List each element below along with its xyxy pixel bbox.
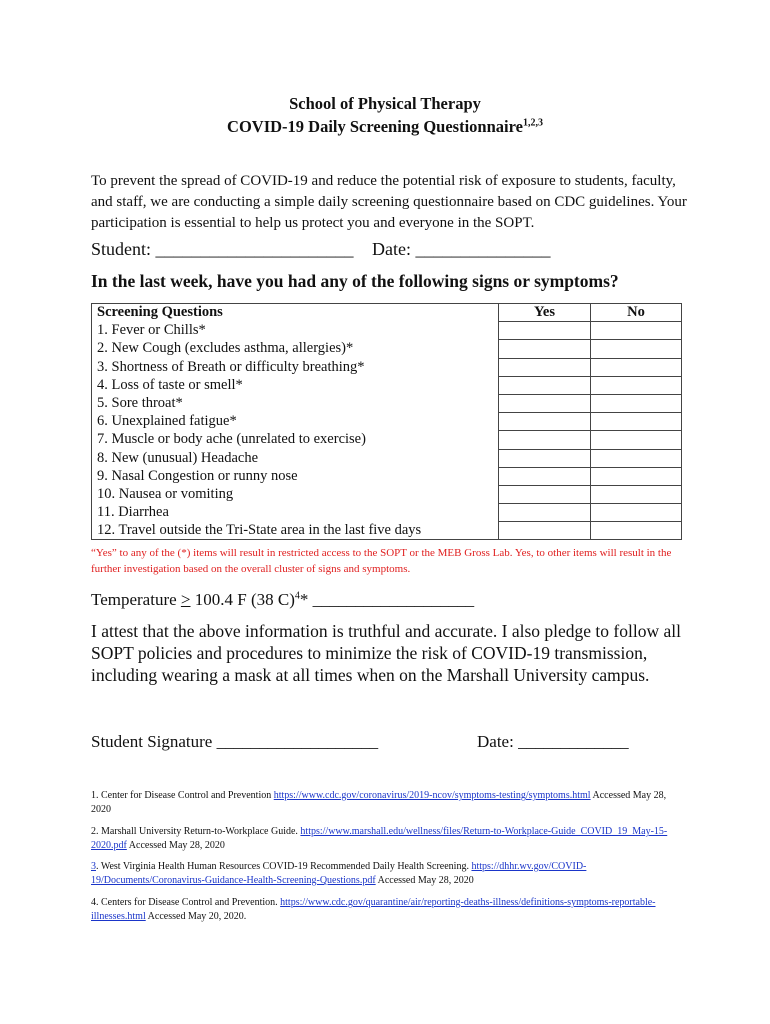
yes-cell[interactable] — [499, 394, 591, 412]
reference-2 — [91, 825, 686, 853]
reference-text: 2. Marshall University Return-to-Workplace Guide. — [91, 826, 301, 837]
no-cell[interactable] — [591, 485, 682, 503]
yes-cell[interactable] — [499, 431, 591, 449]
reference-text: . West Virginia Health Human Resources COVID-19 Recommended Daily Health Screening. — [96, 861, 472, 872]
screening-question: 11. Diarrhea — [92, 504, 499, 522]
no-cell[interactable] — [591, 358, 682, 376]
yes-cell[interactable] — [499, 485, 591, 503]
reference-1 — [91, 789, 686, 817]
table-row — [92, 522, 682, 540]
yes-cell[interactable] — [499, 504, 591, 522]
greater-equal-symbol: > — [180, 590, 191, 609]
symptoms-question: In the last week, have you had any of the following signs or symptoms? — [91, 271, 619, 291]
reference-number-link[interactable]: 3 — [91, 861, 96, 872]
table-row — [92, 431, 682, 449]
student-date-row — [91, 239, 551, 260]
reference-accessed: Accessed May 28, 2020 — [375, 875, 474, 886]
reference-link[interactable]: https://dhhr.wv.gov/COVID-19/Documents/Coronavirus-Guidance-Health-Screening-Questions.pdf — [91, 861, 587, 886]
table-row — [92, 413, 682, 431]
table-row — [92, 340, 682, 358]
yes-cell[interactable] — [499, 449, 591, 467]
table-row — [92, 394, 682, 412]
column-header-yes: Yes — [499, 304, 591, 322]
title-line-2 — [0, 116, 770, 138]
yes-cell[interactable] — [499, 358, 591, 376]
temperature-superscript: 4 — [294, 590, 300, 602]
yes-cell[interactable] — [499, 340, 591, 358]
screening-question: 9. Nasal Congestion or runny nose — [92, 467, 499, 485]
temperature-label: Temperature — [91, 590, 181, 609]
screening-question: 6. Unexplained fatigue* — [92, 413, 499, 431]
screening-question: 8. New (unusual) Headache — [92, 449, 499, 467]
screening-question: 2. New Cough (excludes asthma, allergies)* — [92, 340, 499, 358]
no-cell[interactable] — [591, 376, 682, 394]
no-cell[interactable] — [591, 504, 682, 522]
table-row — [92, 358, 682, 376]
screening-question: 10. Nausea or vomiting — [92, 485, 499, 503]
screening-question: 7. Muscle or body ache (unrelated to exercise) — [92, 431, 499, 449]
intro-paragraph: To prevent the spread of COVID-19 and reduce the potential risk of exposure to students, faculty, and staff, we are conducting a simple daily screening questionnaire based on CDC guidelines. Your participation is essential to help us protect you and everyone in the SOPT. — [91, 173, 687, 231]
reference-3 — [91, 860, 686, 888]
reference-accessed: Accessed May 20, 2020. — [145, 911, 247, 922]
temperature-blank: * ___________________ — [299, 590, 475, 609]
table-row — [92, 322, 682, 340]
screening-question: 3. Shortness of Breath or difficulty breathing* — [92, 358, 499, 376]
table-row — [92, 376, 682, 394]
reference-accessed: Accessed May 28, 2020 — [91, 790, 667, 815]
table-header-row — [92, 304, 682, 322]
yes-cell[interactable] — [499, 322, 591, 340]
reference-text: 4. Centers for Disease Control and Prevention. — [91, 897, 281, 908]
screening-question: 1. Fever or Chills* — [92, 322, 499, 340]
column-header-no: No — [591, 304, 682, 322]
reference-link[interactable]: https://www.cdc.gov/quarantine/air/reporting-deaths-illness/definitions-symptoms-reportable-illnesses.html — [91, 897, 656, 922]
reference-4 — [91, 896, 686, 924]
no-cell[interactable] — [591, 522, 682, 540]
student-field[interactable]: Student: ______________________ — [91, 239, 354, 259]
table-row — [92, 504, 682, 522]
signature-field[interactable]: Student Signature ___________________ — [91, 732, 379, 751]
column-header-questions: Screening Questions — [92, 304, 499, 322]
yes-cell[interactable] — [499, 413, 591, 431]
no-cell[interactable] — [591, 413, 682, 431]
no-cell[interactable] — [591, 431, 682, 449]
temperature-field[interactable] — [91, 590, 474, 610]
table-row — [92, 449, 682, 467]
table-row — [92, 485, 682, 503]
title-line-1: School of Physical Therapy — [289, 94, 481, 113]
title-superscript: 1,2,3 — [522, 117, 543, 129]
screening-table — [91, 303, 682, 540]
yes-cell[interactable] — [499, 522, 591, 540]
title-text: COVID-19 Daily Screening Questionnaire — [227, 117, 523, 136]
no-cell[interactable] — [591, 340, 682, 358]
screening-question: 5. Sore throat* — [92, 394, 499, 412]
date-field[interactable]: Date: _______________ — [372, 239, 551, 259]
reference-link[interactable]: https://www.cdc.gov/coronavirus/2019-ncov/symptoms-testing/symptoms.html — [273, 790, 591, 801]
signature-date-field[interactable]: Date: _____________ — [477, 732, 629, 751]
screening-question: 4. Loss of taste or smell* — [92, 376, 499, 394]
no-cell[interactable] — [591, 394, 682, 412]
reference-link[interactable]: https://www.marshall.edu/wellness/files/Return-to-Workplace-Guide_COVID_19_May-15-2020.pdf — [91, 826, 668, 851]
screening-question: 12. Travel outside the Tri-State area in the last five days — [92, 522, 499, 540]
attestation-paragraph: I attest that the above information is truthful and accurate. I also pledge to follow all SOPT policies and procedures to minimize the risk of COVID-19 transmission, including wearing a mask at all times when on the Marshall University campus. — [91, 621, 681, 685]
reference-text: 1. Center for Disease Control and Prevention — [91, 790, 274, 801]
restriction-note: “Yes” to any of the (*) items will result in restricted access to the SOPT or the MEB Gross Lab. Yes, to other items will result in the further investigation based on the overall cluster of signs and symptoms. — [91, 547, 672, 575]
no-cell[interactable] — [591, 322, 682, 340]
no-cell[interactable] — [591, 449, 682, 467]
yes-cell[interactable] — [499, 376, 591, 394]
reference-accessed: Accessed May 28, 2020 — [126, 840, 225, 851]
temperature-value: 100.4 F (38 C) — [190, 590, 295, 609]
no-cell[interactable] — [591, 467, 682, 485]
table-row — [92, 467, 682, 485]
yes-cell[interactable] — [499, 467, 591, 485]
